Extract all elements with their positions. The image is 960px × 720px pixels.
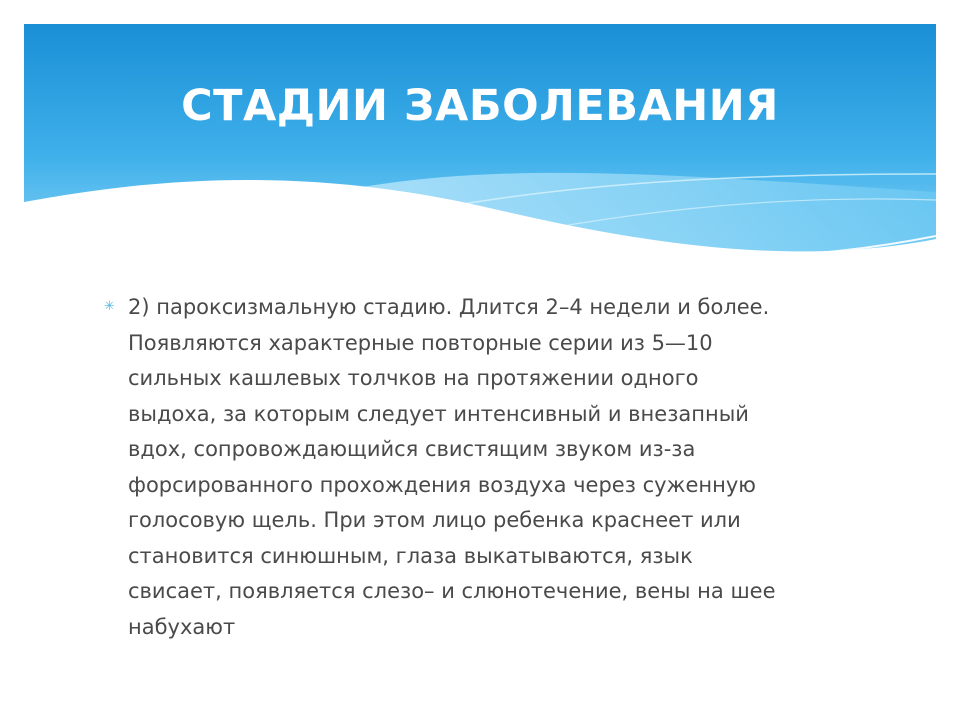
header-banner: [24, 24, 936, 264]
bullet-text: 2) пароксизмальную стадию. Длится 2–4 недели и более. Появляются характерные повторные серии из 5—10 сильных кашлевых толчков на протяжении одного выдоха, за которым следует интенсивный и внезапный вдох, сопровождающийся свистящим звуком из-за форсированного прохождения воздуха через суженную голосовую щель. При этом лицо ребенка краснеет или становится синюшным, глаза выкатываются, язык свисает, появляется слезо– и слюнотечение, вены на шее набухают: [128, 295, 776, 639]
slide-title: СТАДИИ ЗАБОЛЕВАНИЯ: [181, 81, 779, 131]
bullet-item: [104, 290, 874, 645]
asterisk-bullet-icon: ✳: [104, 299, 115, 314]
content-area: [104, 290, 874, 645]
wave-banner-graphic: [24, 24, 936, 264]
